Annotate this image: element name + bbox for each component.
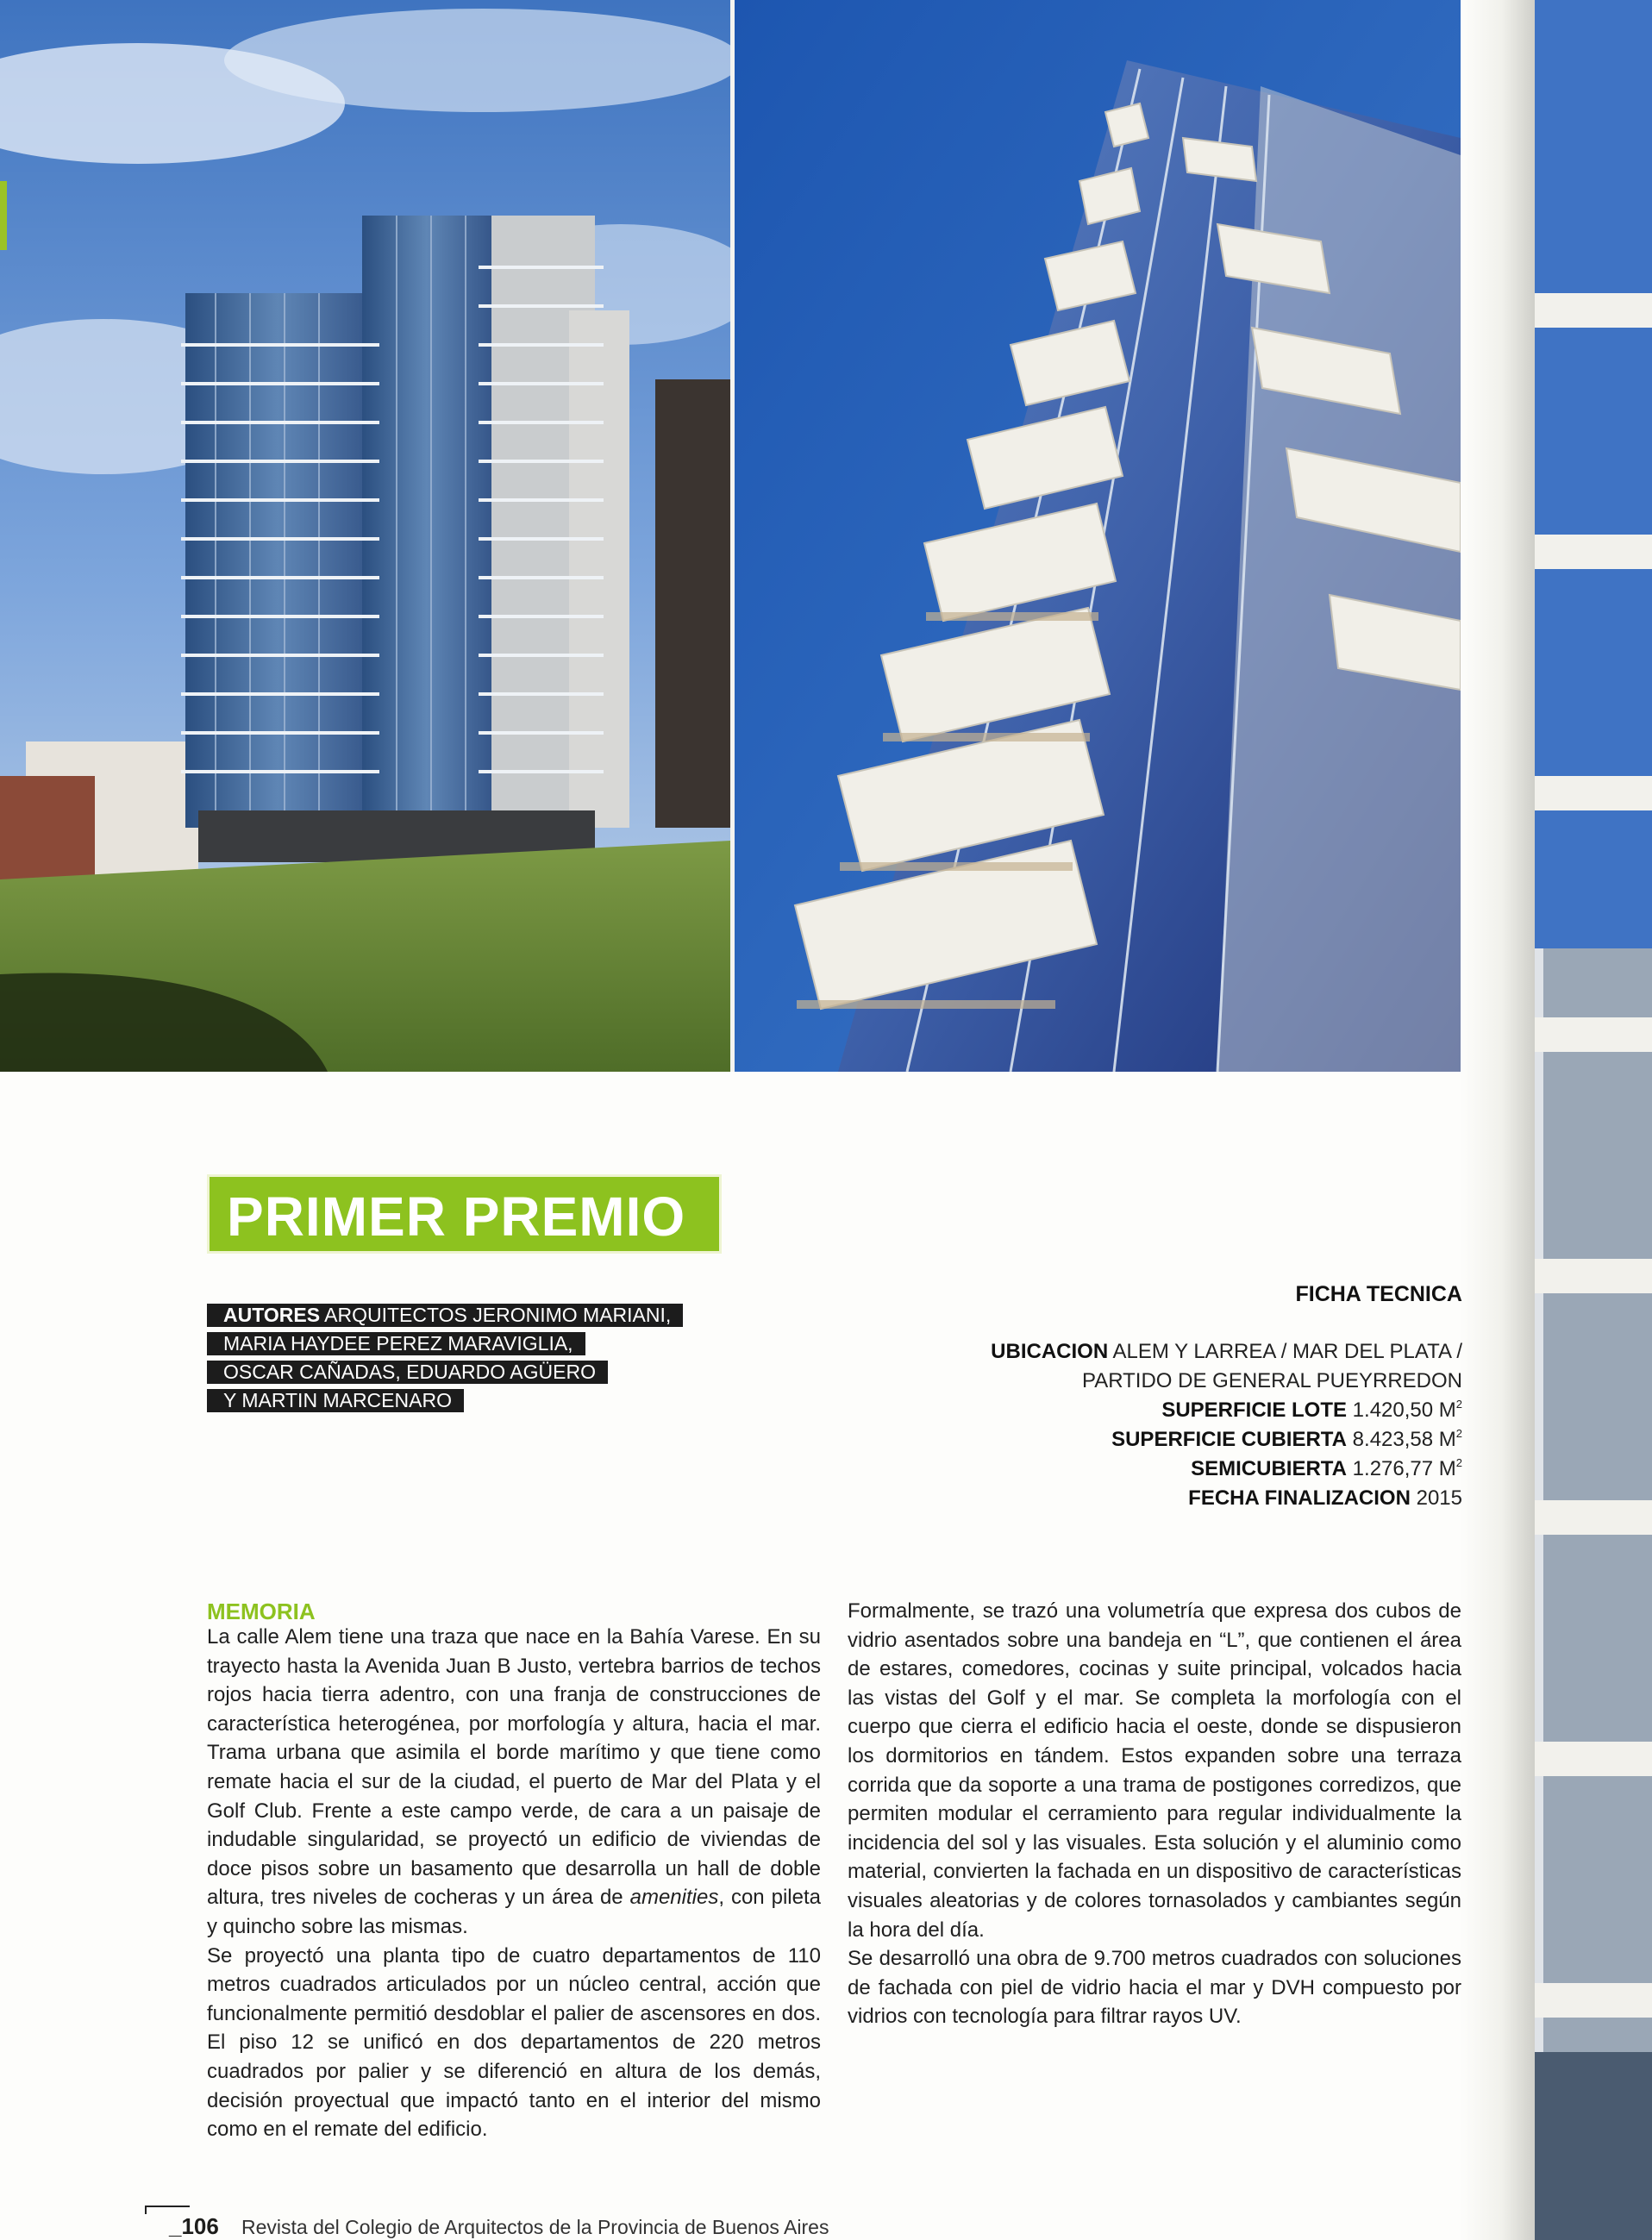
ficha-lote-label: SUPERFICIE LOTE bbox=[1161, 1398, 1347, 1422]
authors-text-4: Y MARTIN MARCENARO bbox=[223, 1389, 452, 1411]
facing-page-photo-illustration bbox=[1535, 0, 1652, 2240]
memoria-p1-emphasis: amenities bbox=[629, 1886, 719, 1910]
footer-rule bbox=[145, 2206, 190, 2207]
authors-text-2: MARIA HAYDEE PEREZ MARAVIGLIA, bbox=[223, 1332, 573, 1355]
ficha-semi-unit: 2 bbox=[1455, 1456, 1462, 1469]
footer-publication: Revista del Colegio de Arquitectos de la Provincia de Buenos Aires bbox=[241, 2216, 829, 2238]
memoria-p1-text-end: , con pileta y quincho sobre las mismas. bbox=[207, 1886, 821, 1938]
memoria-paragraph-2: Se proyectó una planta tipo de cuatro departamentos de 110 metros cuadrados articulados por un núcleo central, acción que funcionalmente permitió desdoblar el palier de ascensores en dos. El piso 12 se unificó en dos departamentos de 220 metros cuadrados por palier y se diferenció en altura de los demás, decisión proyectual que impactó tanto en el interior del mismo como en el remate del edificio. bbox=[207, 1943, 821, 2142]
memoria-column-right bbox=[848, 1597, 1461, 2031]
ficha-fecha bbox=[1188, 1484, 1462, 1513]
authors-label: AUTORES bbox=[223, 1304, 321, 1326]
memoria-paragraph-4: Se desarrolló una obra de 9.700 metros cuadrados con soluciones de fachada con piel de vidrio hacia el mar y DVH compuesto por vidrios con tecnología para filtrar rayos UV. bbox=[848, 1947, 1461, 2029]
authors-line-1 bbox=[207, 1304, 683, 1327]
ficha-cubierta-unit: 2 bbox=[1455, 1427, 1462, 1440]
ficha-lote-value: 1.420,50 M bbox=[1352, 1398, 1456, 1422]
authors-text-1: ARQUITECTOS JERONIMO MARIANI, bbox=[324, 1304, 672, 1326]
facing-page-photo bbox=[1535, 0, 1652, 2240]
ficha-cubierta-label: SUPERFICIE CUBIERTA bbox=[1111, 1428, 1347, 1451]
ficha-fecha-value: 2015 bbox=[1416, 1486, 1462, 1510]
ficha-semi-label: SEMICUBIERTA bbox=[1191, 1457, 1347, 1480]
ficha-semi-value: 1.276,77 M bbox=[1352, 1457, 1456, 1480]
ficha-ubicacion-label: UBICACION bbox=[991, 1340, 1109, 1363]
memoria-p1-text: La calle Alem tiene una traza que nace en la Bahía Varese. En su trayecto hasta la Avenida Juan B Justo, vertebra barrios de techos rojos hacia tierra adentro, con una franja de construcciones de característica heterogénea, por morfología y altura, hacia el mar. Trama urbana que asimila el borde marítimo y que tiene como remate hacia el sur de la ciudad, el puerto de Mar del Plata y el Golf Club. Frente a este campo verde, de cara a un paisaje de indudable singularidad, se proyectó un edificio de viviendas de doce pisos sobre un basamento que desarrolla un hall de doble altura, tres niveles de cocheras y un área de bbox=[207, 1625, 821, 1910]
memoria-paragraph-3: Formalmente, se trazó una volumetría que expresa dos cubos de vidrio asentados sobre una bandeja en “L”, que contienen el área de estares, comedores, cocinas y suite principal, volcados hacia las vistas del Golf y el mar. Se completa la morfología con el cuerpo que cierra el edificio hacia el oeste, donde se dispusieron los dormitorios en tándem. Estos expanden sobre una terraza corrida que da soporte a una trama de postigones corredizos, que permiten modular el cerramiento para regular individualmente la incidencia del sol y las visuales. Esta solución y el aluminio como material, convierten la fachada en un dispositivo de características visuales aleatorias y de colores tornasolados y cambiantes según la hora del día. bbox=[848, 1599, 1461, 1942]
award-banner bbox=[207, 1174, 722, 1254]
authors-text-3: OSCAR CAÑADAS, EDUARDO AGÜERO bbox=[223, 1361, 596, 1383]
memoria-paragraph-1 bbox=[207, 1623, 821, 1942]
ficha-lote-unit: 2 bbox=[1455, 1398, 1462, 1411]
ficha-title: FICHA TECNICA bbox=[1295, 1282, 1462, 1306]
authors-line-3 bbox=[207, 1361, 608, 1384]
ficha-cubierta bbox=[1111, 1425, 1462, 1455]
ficha-ubicacion-value-2: PARTIDO DE GENERAL PUEYRREDON bbox=[1082, 1369, 1462, 1392]
award-title: PRIMER PREMIO bbox=[227, 1186, 686, 1248]
authors-line-4 bbox=[207, 1389, 464, 1412]
footer-tick bbox=[145, 2206, 147, 2214]
building-photo-left bbox=[0, 0, 730, 1072]
green-page-tab bbox=[0, 181, 7, 250]
memoria-heading: MEMORIA bbox=[207, 1599, 316, 1624]
ficha-cubierta-value: 8.423,58 M bbox=[1352, 1428, 1456, 1451]
ficha-ubicacion-2 bbox=[1082, 1367, 1462, 1396]
building-photo-right bbox=[735, 0, 1461, 1072]
ficha-ubicacion bbox=[991, 1337, 1462, 1367]
building-photo-right-illustration bbox=[735, 0, 1461, 1072]
ficha-fecha-label: FECHA FINALIZACION bbox=[1188, 1486, 1411, 1510]
ficha-semicubierta bbox=[1191, 1455, 1462, 1484]
authors-line-2 bbox=[207, 1332, 585, 1355]
page-number: _106 bbox=[169, 2213, 219, 2239]
page-spine-shadow bbox=[1461, 0, 1535, 2240]
building-photo-left-illustration bbox=[0, 0, 730, 1072]
ficha-ubicacion-value: ALEM Y LARREA / MAR DEL PLATA / bbox=[1112, 1340, 1462, 1363]
ficha-lote bbox=[1161, 1396, 1462, 1425]
memoria-column-left bbox=[207, 1623, 821, 2144]
